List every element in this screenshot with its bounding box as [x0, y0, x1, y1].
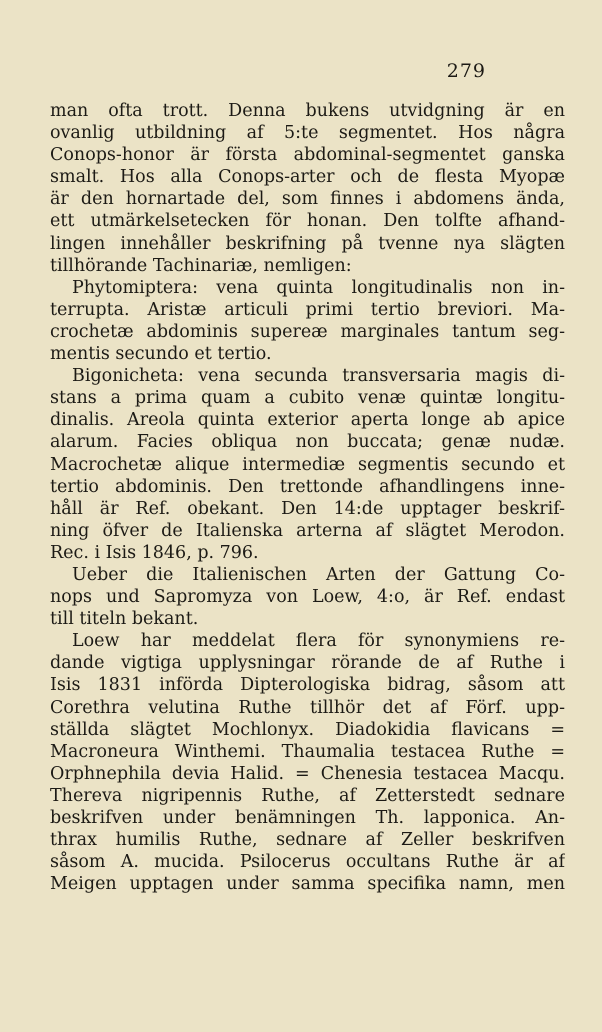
text-line: nops und Sapromyza von Loew, 4:o, är Ref. endast	[50, 587, 565, 608]
text-line: ning öfver de Italienska arterna af slägtet Merodon.	[50, 520, 565, 541]
text-line: tertio abdominis. Den trettonde afhandlingens inne-	[50, 476, 565, 497]
text-line: smalt. Hos alla Conops-arter och de flesta Myopæ	[50, 167, 565, 188]
text-line: Ueber die Italienischen Arten der Gattung Co-	[72, 564, 565, 585]
body-text	[50, 100, 565, 895]
text-line: thrax humilis Ruthe, sednare af Zeller beskrifven	[50, 830, 565, 851]
text-line: Phytomiptera: vena quinta longitudinalis non in-	[72, 277, 565, 298]
text-line: mentis secundo et tertio.	[50, 344, 272, 365]
text-line: beskrifven under benämningen Th. lapponica. An-	[50, 808, 565, 828]
text-line: lingen innehåller beskrifning på tvenne nya slägten	[50, 233, 565, 254]
text-line: håll är Ref. obekant. Den 14:de upptager beskrif-	[50, 498, 565, 519]
text-line: Rec. i Isis 1846, p. 796.	[50, 542, 259, 563]
text-line: terrupta. Aristæ articuli primi tertio breviori. Ma-	[50, 299, 565, 320]
text-line: är den hornartade del, som finnes i abdomens ända,	[50, 189, 565, 210]
text-line: stans a prima quam a cubito venæ quintæ longitu-	[50, 388, 565, 409]
text-line: alarum. Facies obliqua non buccata; genæ nudæ.	[50, 432, 565, 453]
text-line: Isis 1831 införda Dipterologiska bidrag, såsom att	[50, 675, 565, 696]
text-line: Loew har meddelat flera för synonymiens re-	[72, 631, 565, 652]
text-line: Macroneura Winthemi. Thaumalia testacea Ruthe =	[50, 741, 565, 762]
text-line: Macrochetæ alique intermediæ segmentis secundo et	[50, 454, 565, 475]
text-line: man ofta trott. Denna bukens utvidgning är en	[50, 101, 565, 121]
text-line: Bigonicheta: vena secunda transversaria magis di-	[72, 366, 565, 387]
text-line: Thereva nigripennis Ruthe, af Zetterstedt sednare	[50, 785, 565, 806]
text-line: crochetæ abdominis supereæ marginales tantum seg-	[50, 321, 565, 342]
text-line: dande vigtiga upplysningar rörande de af Ruthe i	[50, 653, 565, 674]
text-line: Corethra velutina Ruthe tillhör det af Förf. upp-	[50, 697, 565, 718]
text-line: ovanlig utbildning af 5:te segmentet. Hos några	[50, 123, 565, 144]
text-line: Conops-honor är första abdominal-segmentet ganska	[50, 145, 565, 166]
text-line: Orphnephila devia Halid. = Chenesia testacea Macqu.	[50, 763, 565, 784]
text-line: ställda slägtet Mochlonyx. Diadokidia flavicans =	[50, 719, 565, 740]
text-line: till titeln bekant.	[50, 609, 199, 630]
text-line: såsom A. mucida. Psilocerus occultans Ruthe är af	[50, 852, 565, 873]
page-number: 279	[446, 60, 486, 82]
text-line: dinalis. Areola quinta exterior aperta longe ab apice	[50, 410, 565, 431]
text-line: ett utmärkelsetecken för honan. Den tolfte afhand-	[50, 211, 565, 232]
text-line: Meigen upptagen under samma specifika namn, men	[50, 874, 565, 895]
text-line: tillhörande Tachinariæ, nemligen:	[50, 255, 352, 276]
